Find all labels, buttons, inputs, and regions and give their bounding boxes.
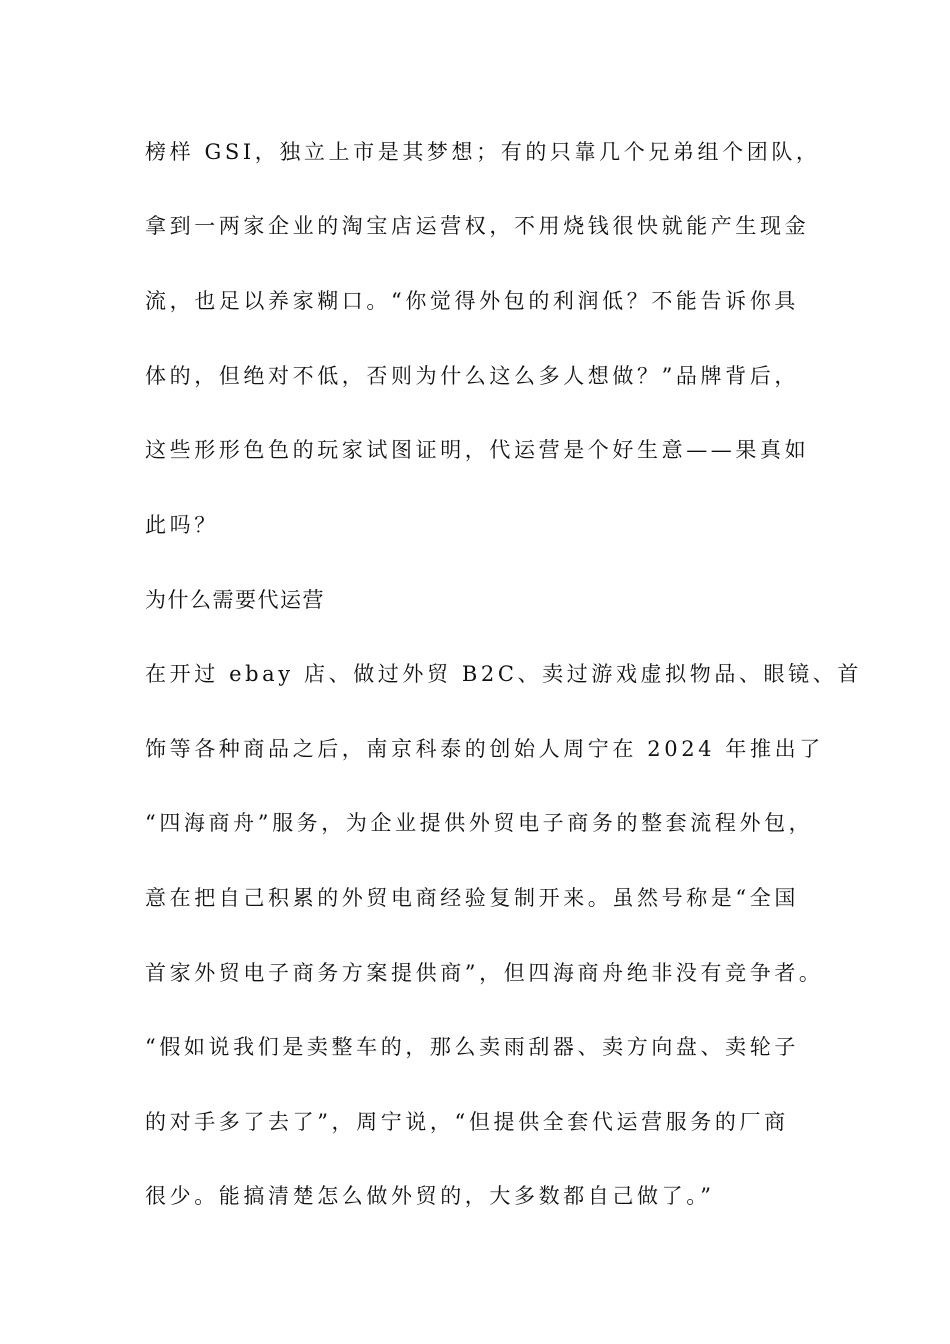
paragraph-line: 榜样 GSI，独立上市是其梦想；有的只靠几个兄弟组个团队， [145,140,821,164]
paragraph-line: 很少。能搞清楚怎么做外贸的，大多数都自己做了。” [145,1184,715,1208]
paragraph-line: 此吗？ [145,513,219,537]
paragraph-line: 流，也足以养家糊口。“你觉得外包的利润低？不能告诉你具 [145,289,799,313]
paragraph-line: 拿到一两家企业的淘宝店运营权，不用烧钱很快就能产生现金 [145,214,810,238]
paragraph-line: “四海商舟”服务，为企业提供外贸电子商务的整套流程外包， [145,811,814,835]
paragraph-line: “假如说我们是卖整车的，那么卖雨刮器、卖方向盘、卖轮子 [145,1035,799,1059]
paragraph-line: 的对手多了去了”，周宁说，“但提供全套代运营服务的厂商 [145,1110,789,1134]
paragraph-line: 体的，但绝对不低，否则为什么这么多人想做？”品牌背后， [145,364,799,388]
paragraph-line: 这些形形色色的玩家试图证明，代运营是个好生意——果真如 [145,438,810,462]
paragraph-line: 饰等各种商品之后，南京科泰的创始人周宁在 2024 年推出了 [145,737,824,761]
paragraph-line: 意在把自己积累的外贸电商经验复制开来。虽然号称是“全国 [145,886,799,910]
section-heading: 为什么需要代运营 [145,588,325,612]
paragraph-line: 首家外贸电子商务方案提供商”，但四海商舟绝非没有竞争者。 [145,961,824,985]
paragraph-line: 在开过 ebay 店、做过外贸 B2C、卖过游戏虚拟物品、眼镜、首 [145,662,862,686]
